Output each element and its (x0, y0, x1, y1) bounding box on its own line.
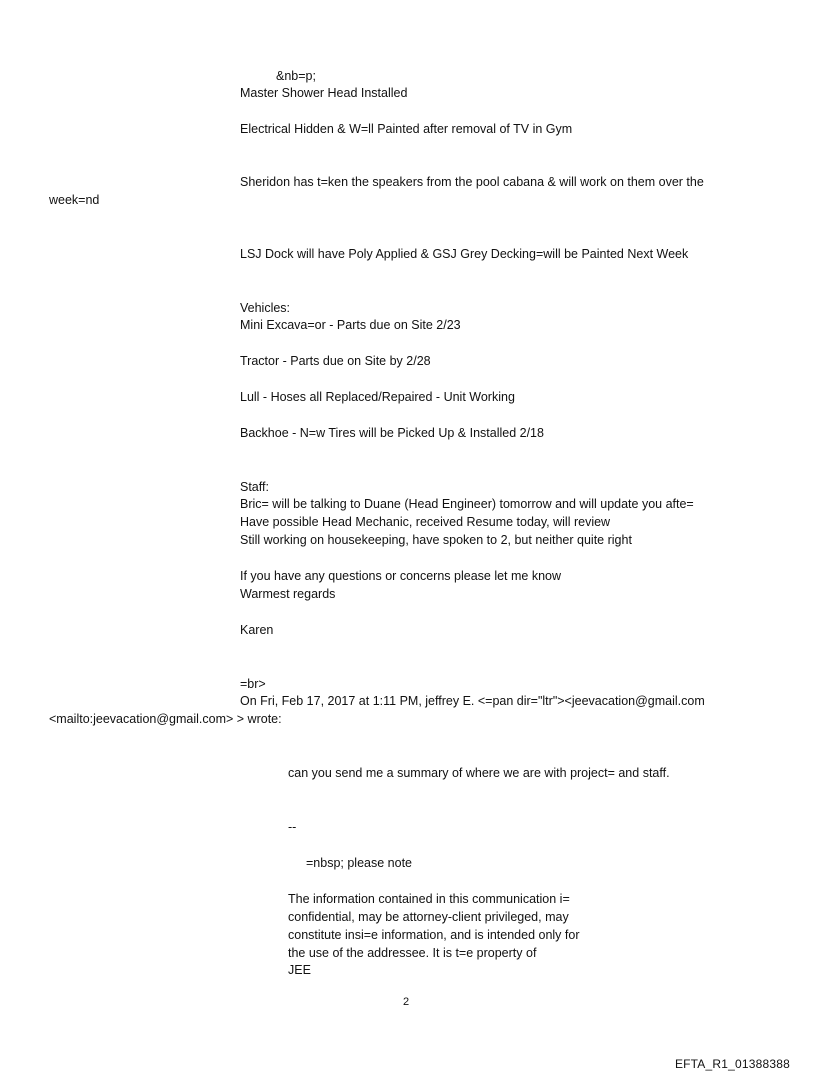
quoted-separator: -- (288, 820, 297, 834)
bates-number: EFTA_R1_01388388 (674, 1057, 790, 1071)
disclaimer-line-2: confidential, may be attorney-client privileged, may (288, 910, 569, 924)
closing-line-2: Warmest regards (240, 587, 336, 601)
staff-heading: Staff: (240, 480, 269, 494)
lull-line: Lull - Hoses all Replaced/Repaired - Unit Working (240, 390, 515, 404)
tractor-line: Tractor - Parts due on Site by 2/28 (240, 354, 431, 368)
excavator-line: Mini Excava=or - Parts due on Site 2/23 (240, 318, 461, 332)
disclaimer-line-1: The information contained in this communication i= (288, 892, 570, 906)
quoted-nbsp-note: =nbsp; please note (306, 856, 412, 870)
signature: Karen (240, 623, 274, 637)
vehicles-heading: Vehicles: (240, 301, 291, 315)
speakers-line-1: Sheridon has t=ken the speakers from the pool cabana & will work on them over the (240, 175, 704, 189)
quote-header-line-2: <mailto:jeevacation@gmail.com> > wrote: (49, 712, 282, 726)
disclaimer-line-5: JEE (288, 963, 311, 977)
staff-line-2: Have possible Head Mechanic, received Resume today, will review (240, 515, 611, 529)
disclaimer-line-3: constitute insi=e information, and is intended only for (288, 928, 580, 942)
page-number: 2 (403, 996, 410, 1008)
quote-header-line-1: On Fri, Feb 17, 2017 at 1:11 PM, jeffrey E. <=pan dir="ltr"><jeevacation@gmail.com (240, 694, 705, 708)
shower-line: Master Shower Head Installed (240, 86, 408, 100)
br-artifact: =br> (240, 677, 266, 691)
backhoe-line: Backhoe - N=w Tires will be Picked Up & Installed 2/18 (240, 426, 544, 440)
dock-line: LSJ Dock will have Poly Applied & GSJ Grey Decking=will be Painted Next Week (240, 247, 689, 261)
closing-line-1: If you have any questions or concerns please let me know (240, 569, 562, 583)
disclaimer-line-4: the use of the addressee. It is t=e property of (288, 946, 537, 960)
nbsp-artifact: &nb=p; (276, 69, 316, 83)
electrical-line: Electrical Hidden & W=ll Painted after removal of TV in Gym (240, 122, 573, 136)
staff-line-3: Still working on housekeeping, have spoken to 2, but neither quite right (240, 533, 632, 547)
staff-line-1: Bric= will be talking to Duane (Head Engineer) tomorrow and will update you afte= (240, 497, 694, 511)
speakers-line-2: week=nd (49, 193, 100, 207)
quoted-request: can you send me a summary of where we are with project= and staff. (288, 766, 670, 780)
